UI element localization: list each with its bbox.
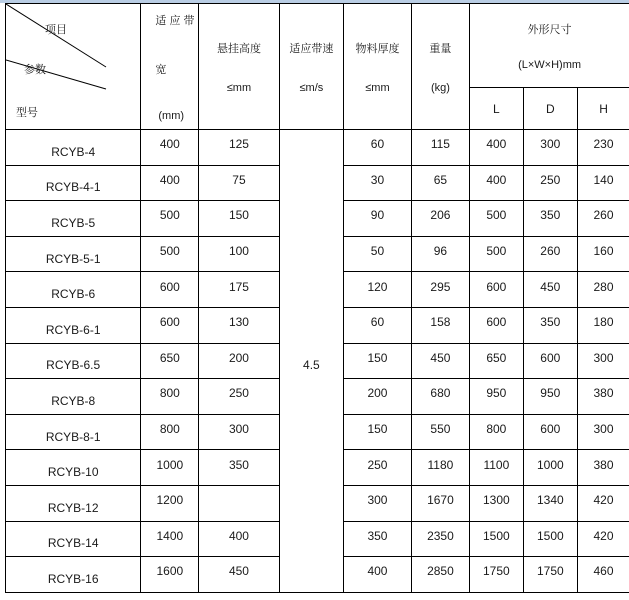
dim-L-cell-text: 800 bbox=[486, 422, 507, 437]
weight-cell bbox=[411, 557, 469, 593]
model-cell-text: RCYB-5 bbox=[51, 215, 96, 230]
dim-H-cell-text: 420 bbox=[593, 493, 614, 508]
weight-cell bbox=[411, 236, 469, 272]
dim-H-cell bbox=[578, 272, 629, 308]
belt-width-cell bbox=[141, 307, 199, 343]
material-thickness-cell bbox=[344, 557, 412, 593]
dim-H-cell bbox=[578, 236, 629, 272]
model-cell bbox=[6, 272, 141, 308]
hang-height-cell bbox=[199, 343, 279, 379]
hang-height-cell bbox=[199, 130, 279, 166]
weight-cell bbox=[411, 165, 469, 201]
belt-width-cell bbox=[141, 379, 199, 415]
weight-cell-text: 450 bbox=[430, 350, 451, 365]
dim-L-cell bbox=[470, 307, 523, 343]
dim-D-cell bbox=[523, 485, 577, 521]
material-thickness-cell bbox=[344, 165, 412, 201]
material-thickness-unit: ≤mm bbox=[365, 81, 390, 94]
hang-height-cell-text: 450 bbox=[228, 564, 249, 579]
weight-cell bbox=[411, 485, 469, 521]
hang-height-cell bbox=[199, 414, 279, 450]
dim-H-cell bbox=[578, 201, 629, 237]
dim-D-cell-text: 450 bbox=[540, 279, 561, 294]
model-cell bbox=[6, 307, 141, 343]
dim-L-cell-text: 950 bbox=[486, 386, 507, 401]
hang-height-cell bbox=[199, 165, 279, 201]
weight-cell bbox=[411, 130, 469, 166]
hang-height-cell bbox=[199, 236, 279, 272]
material-thickness-cell-text: 60 bbox=[370, 315, 385, 330]
model-cell-text: RCYB-6-1 bbox=[45, 322, 101, 337]
material-thickness-cell bbox=[344, 236, 412, 272]
dim-L-cell-text: 1500 bbox=[483, 528, 510, 543]
weight-cell-text: 96 bbox=[433, 244, 448, 259]
spec-table bbox=[5, 3, 629, 593]
dim-L-cell-text: 1750 bbox=[483, 564, 510, 579]
dim-L-cell bbox=[470, 236, 523, 272]
dim-D-cell bbox=[523, 201, 577, 237]
hang-height-unit: ≤mm bbox=[226, 81, 252, 94]
belt-width-cell bbox=[141, 201, 199, 237]
hang-height-cell bbox=[199, 272, 279, 308]
belt-width-cell-text: 800 bbox=[159, 422, 180, 437]
belt-width-cell-text: 400 bbox=[159, 137, 180, 152]
weight-header bbox=[411, 4, 469, 130]
weight-cell-text: 65 bbox=[433, 172, 448, 187]
model-cell bbox=[6, 201, 141, 237]
weight-unit: (kg) bbox=[430, 81, 450, 94]
belt-width-cell-text: 1000 bbox=[156, 457, 184, 472]
corner-header-cell bbox=[6, 4, 141, 130]
belt-width-cell bbox=[141, 343, 199, 379]
dim-D-cell-text: 250 bbox=[540, 172, 561, 187]
hang-height-cell-text: 250 bbox=[228, 386, 249, 401]
dimensions-unit: (L×W×H)mm bbox=[518, 58, 582, 71]
hang-height-cell bbox=[199, 557, 279, 593]
dim-H-cell-text: 380 bbox=[593, 386, 614, 401]
belt-width-unit: (mm) bbox=[158, 109, 185, 122]
belt-width-cell bbox=[141, 272, 199, 308]
dim-D-cell-text: 1000 bbox=[536, 457, 564, 472]
dim-H-cell-text: 300 bbox=[593, 422, 614, 437]
weight-cell-text: 550 bbox=[430, 422, 451, 437]
dim-D-cell bbox=[523, 307, 577, 343]
material-thickness-cell bbox=[344, 379, 412, 415]
dim-H-cell bbox=[578, 165, 629, 201]
belt-width-header bbox=[141, 4, 199, 130]
dim-H-cell bbox=[578, 485, 629, 521]
dim-D-cell-text: 1750 bbox=[536, 564, 564, 579]
weight-cell bbox=[411, 521, 469, 557]
dim-L-cell bbox=[470, 165, 523, 201]
weight-cell-text: 2850 bbox=[427, 564, 454, 579]
hang-height-cell-text bbox=[199, 500, 278, 506]
belt-width-cell bbox=[141, 236, 199, 272]
model-cell-text: RCYB-5-1 bbox=[45, 251, 101, 266]
dim-D-cell-text: 260 bbox=[540, 244, 561, 259]
material-thickness-cell-text: 30 bbox=[370, 172, 385, 187]
belt-width-cell-text: 800 bbox=[159, 386, 180, 401]
dim-L-cell bbox=[470, 379, 523, 415]
dim-L-cell bbox=[470, 414, 523, 450]
hang-height-cell bbox=[199, 485, 279, 521]
material-thickness-cell bbox=[344, 521, 412, 557]
dim-H-cell bbox=[578, 521, 629, 557]
weight-cell-text: 158 bbox=[430, 315, 451, 330]
weight-label: 重量 bbox=[429, 42, 452, 55]
weight-cell-text: 206 bbox=[430, 208, 451, 223]
hang-height-cell-text: 300 bbox=[228, 422, 249, 437]
material-thickness-cell bbox=[344, 307, 412, 343]
dimensions-header bbox=[470, 4, 629, 88]
material-thickness-cell-text: 150 bbox=[367, 350, 388, 365]
material-thickness-cell-text: 250 bbox=[367, 457, 388, 472]
belt-width-cell-text: 650 bbox=[159, 350, 180, 365]
weight-cell bbox=[411, 414, 469, 450]
dim-L-cell-text: 1300 bbox=[483, 493, 510, 508]
hang-height-cell-text: 200 bbox=[228, 350, 249, 365]
hang-height-cell bbox=[199, 307, 279, 343]
weight-cell bbox=[411, 201, 469, 237]
belt-width-cell bbox=[141, 414, 199, 450]
model-cell bbox=[6, 521, 141, 557]
hang-height-cell-text: 130 bbox=[228, 315, 249, 330]
corner-param-label: 参数 bbox=[24, 64, 46, 76]
dim-L-cell bbox=[470, 343, 523, 379]
belt-width-cell bbox=[141, 557, 199, 593]
dim-L-cell-text: 600 bbox=[486, 279, 507, 294]
dim-H-cell-text: 180 bbox=[593, 315, 614, 330]
dim-H-cell-text: 160 bbox=[593, 244, 614, 259]
corner-model-label: 型号 bbox=[16, 107, 38, 119]
dim-D-cell bbox=[523, 130, 577, 166]
dim-L-cell-text: 400 bbox=[486, 172, 507, 187]
table-row bbox=[6, 130, 629, 166]
belt-width-cell-text: 500 bbox=[159, 208, 180, 223]
dim-D-cell bbox=[523, 450, 577, 486]
dim-L-cell-text: 500 bbox=[486, 208, 507, 223]
material-thickness-cell bbox=[344, 414, 412, 450]
model-cell-text: RCYB-6 bbox=[51, 287, 96, 302]
dim-H-cell-text: 420 bbox=[593, 528, 614, 543]
dim-D-cell-text: 350 bbox=[540, 208, 561, 223]
dimensions-label: 外形尺寸 bbox=[527, 23, 572, 36]
model-cell bbox=[6, 485, 141, 521]
material-thickness-cell bbox=[344, 272, 412, 308]
model-cell bbox=[6, 130, 141, 166]
hang-height-cell-text: 125 bbox=[228, 137, 249, 152]
hang-height-label: 悬挂高度 bbox=[216, 42, 261, 55]
material-thickness-cell bbox=[344, 130, 412, 166]
model-cell bbox=[6, 379, 141, 415]
dim-L-cell-text: 650 bbox=[486, 350, 507, 365]
weight-cell bbox=[411, 272, 469, 308]
dim-H-cell bbox=[578, 307, 629, 343]
dim-L-cell-text: 400 bbox=[486, 137, 507, 152]
model-cell-text: RCYB-16 bbox=[47, 571, 99, 586]
material-thickness-cell-text: 350 bbox=[367, 528, 388, 543]
hang-height-cell-text: 400 bbox=[228, 528, 249, 543]
belt-speed-value: 4.5 bbox=[303, 357, 320, 372]
dim-H-cell-text: 230 bbox=[593, 137, 614, 152]
dim-D-cell-text: 300 bbox=[540, 137, 561, 152]
model-cell-text: RCYB-8 bbox=[51, 393, 96, 408]
weight-cell-text: 295 bbox=[430, 279, 451, 294]
material-thickness-header bbox=[344, 4, 412, 130]
belt-width-cell-text: 600 bbox=[159, 315, 180, 330]
belt-width-cell bbox=[141, 485, 199, 521]
material-thickness-cell bbox=[344, 485, 412, 521]
dim-D-cell bbox=[523, 236, 577, 272]
dim-D-cell-text: 350 bbox=[540, 315, 561, 330]
dim-D-cell bbox=[523, 557, 577, 593]
dim-D-cell bbox=[523, 379, 577, 415]
weight-cell-text: 1180 bbox=[427, 457, 454, 472]
dim-H-header: H bbox=[578, 88, 629, 130]
weight-cell bbox=[411, 307, 469, 343]
hang-height-header bbox=[199, 4, 279, 130]
dim-L-cell bbox=[470, 485, 523, 521]
belt-speed-cell bbox=[279, 130, 344, 593]
dim-L-cell bbox=[470, 201, 523, 237]
dim-D-cell bbox=[523, 272, 577, 308]
belt-speed-label: 适应带速 bbox=[289, 42, 334, 55]
dim-L-cell bbox=[470, 557, 523, 593]
dim-H-cell bbox=[578, 343, 629, 379]
hang-height-cell bbox=[199, 450, 279, 486]
dim-H-cell bbox=[578, 414, 629, 450]
model-cell bbox=[6, 450, 141, 486]
model-cell bbox=[6, 236, 141, 272]
weight-cell bbox=[411, 343, 469, 379]
dim-D-cell-text: 1500 bbox=[536, 528, 564, 543]
belt-width-cell bbox=[141, 165, 199, 201]
dim-H-cell bbox=[578, 450, 629, 486]
weight-cell-text: 2350 bbox=[427, 528, 454, 543]
material-thickness-cell-text: 50 bbox=[370, 244, 385, 259]
hang-height-cell-text: 75 bbox=[232, 172, 246, 187]
weight-cell bbox=[411, 379, 469, 415]
corner-item-label: 项目 bbox=[45, 24, 67, 36]
dim-D-cell-text: 600 bbox=[540, 350, 561, 365]
dim-H-cell bbox=[578, 379, 629, 415]
weight-cell-text: 680 bbox=[430, 386, 451, 401]
dim-L-cell bbox=[470, 450, 523, 486]
model-cell-text: RCYB-12 bbox=[47, 500, 99, 515]
belt-width-cell-text: 1200 bbox=[156, 493, 184, 508]
belt-width-cell bbox=[141, 521, 199, 557]
model-cell bbox=[6, 557, 141, 593]
hang-height-cell bbox=[199, 201, 279, 237]
material-thickness-label: 物料厚度 bbox=[355, 42, 400, 55]
dim-H-cell-text: 380 bbox=[593, 457, 614, 472]
belt-speed-header bbox=[279, 4, 344, 130]
material-thickness-cell-text: 150 bbox=[367, 422, 388, 437]
belt-width-line1: 适 应 带 bbox=[155, 14, 195, 27]
hang-height-cell-text: 350 bbox=[228, 457, 249, 472]
dim-H-cell-text: 140 bbox=[593, 172, 614, 187]
belt-width-cell-text: 400 bbox=[159, 172, 180, 187]
hang-height-cell-text: 100 bbox=[228, 244, 249, 259]
belt-width-cell-text: 500 bbox=[159, 244, 180, 259]
dim-L-header: L bbox=[470, 88, 523, 130]
model-cell-text: RCYB-4-1 bbox=[45, 180, 101, 195]
dim-L-cell-text: 600 bbox=[486, 315, 507, 330]
dim-D-cell bbox=[523, 165, 577, 201]
dim-H-cell-text: 280 bbox=[593, 279, 614, 294]
belt-width-cell-text: 600 bbox=[159, 279, 180, 294]
hang-height-cell-text: 175 bbox=[228, 279, 249, 294]
dim-H-cell-text: 260 bbox=[593, 208, 614, 223]
material-thickness-cell-text: 300 bbox=[367, 493, 388, 508]
dim-L-cell bbox=[470, 272, 523, 308]
material-thickness-cell-text: 200 bbox=[367, 386, 388, 401]
dim-D-cell-text: 600 bbox=[540, 422, 561, 437]
dim-D-cell bbox=[523, 521, 577, 557]
model-cell bbox=[6, 165, 141, 201]
model-cell bbox=[6, 414, 141, 450]
weight-cell-text: 115 bbox=[430, 137, 450, 152]
material-thickness-cell-text: 60 bbox=[370, 137, 385, 152]
model-cell-text: RCYB-8-1 bbox=[45, 429, 101, 444]
dim-D-cell bbox=[523, 414, 577, 450]
dim-L-cell-text: 1100 bbox=[483, 457, 510, 472]
dim-L-cell-text: 500 bbox=[486, 244, 507, 259]
dim-H-cell-text: 300 bbox=[593, 350, 614, 365]
material-thickness-cell-text: 120 bbox=[367, 279, 388, 294]
model-cell-text: RCYB-6.5 bbox=[46, 358, 101, 373]
dim-L-cell bbox=[470, 130, 523, 166]
weight-cell-text: 1670 bbox=[427, 493, 454, 508]
model-cell-text: RCYB-4 bbox=[51, 144, 96, 159]
belt-width-line2: 宽 bbox=[155, 63, 167, 76]
belt-width-cell-text: 1600 bbox=[156, 564, 184, 579]
belt-width-cell bbox=[141, 450, 199, 486]
dim-H-cell-text: 460 bbox=[593, 564, 614, 579]
material-thickness-cell bbox=[344, 450, 412, 486]
model-cell-text: RCYB-14 bbox=[47, 536, 99, 551]
model-cell bbox=[6, 343, 141, 379]
dim-D-header: D bbox=[523, 88, 577, 130]
dim-D-cell bbox=[523, 343, 577, 379]
belt-width-cell bbox=[141, 130, 199, 166]
hang-height-cell bbox=[199, 521, 279, 557]
dim-D-cell-text: 1340 bbox=[536, 493, 564, 508]
weight-cell bbox=[411, 450, 469, 486]
material-thickness-cell bbox=[344, 201, 412, 237]
dim-L-cell bbox=[470, 521, 523, 557]
material-thickness-cell-text: 90 bbox=[370, 208, 385, 223]
material-thickness-cell bbox=[344, 343, 412, 379]
dim-H-cell bbox=[578, 557, 629, 593]
model-cell-text: RCYB-10 bbox=[47, 465, 99, 480]
belt-width-cell-text: 1400 bbox=[156, 528, 184, 543]
dim-H-cell bbox=[578, 130, 629, 166]
hang-height-cell-text: 150 bbox=[228, 208, 249, 223]
belt-speed-unit: ≤m/s bbox=[299, 81, 324, 94]
material-thickness-cell-text: 400 bbox=[367, 564, 388, 579]
hang-height-cell bbox=[199, 379, 279, 415]
dim-D-cell-text: 950 bbox=[540, 386, 561, 401]
